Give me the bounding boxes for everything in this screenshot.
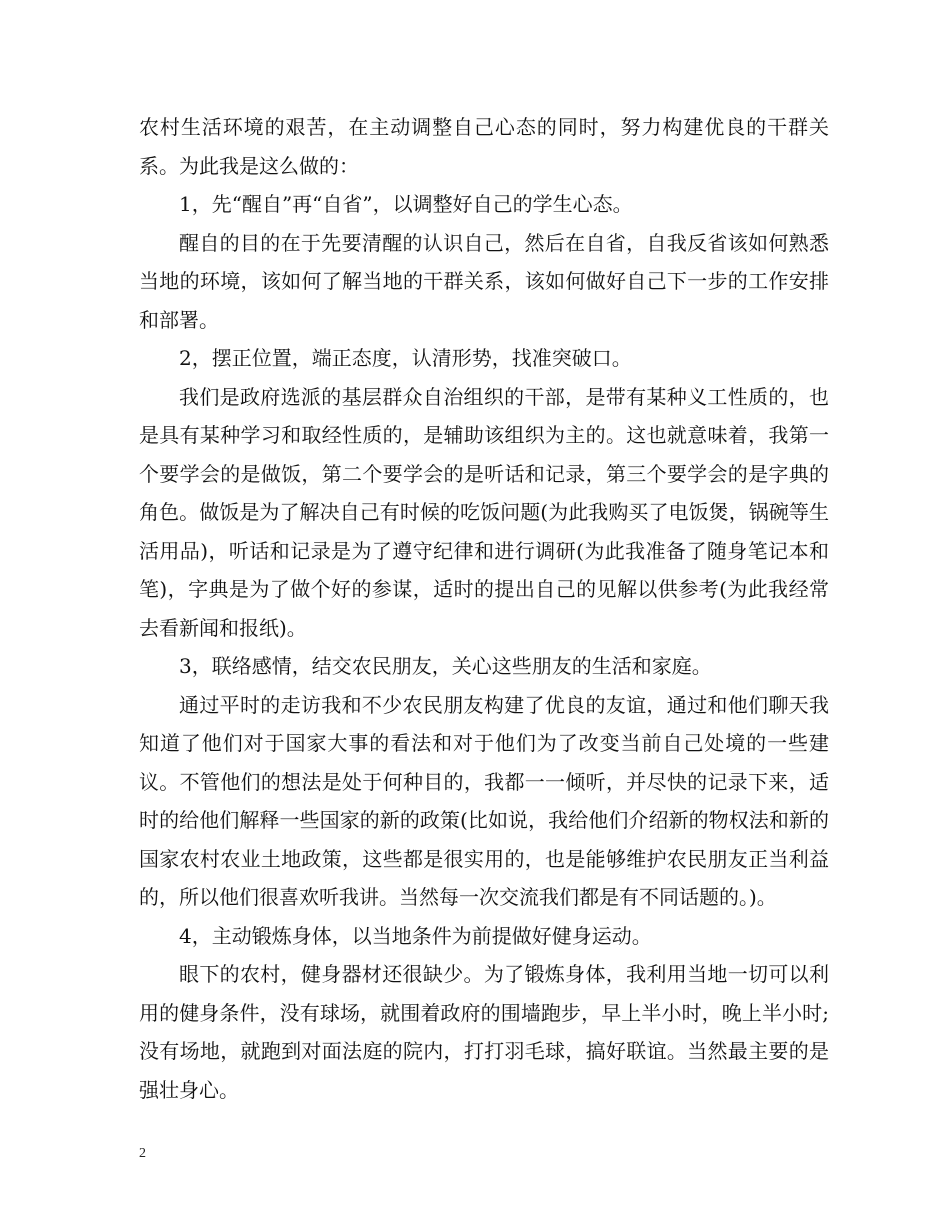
document-body xyxy=(139,108,829,1109)
heading-point-3: 3，联络感情，结交农民朋友，关心这些朋友的生活和家庭。 xyxy=(179,654,712,678)
paragraph-point-1: 醒自的目的在于先要清醒的认识自己，然后在自省，自我反省该如何熟悉当地的环境，该如何了解当地的干群关系，该如何做好自己下一步的工作安排和部署。 xyxy=(139,230,829,332)
heading-point-1: 1，先“醒自”再“自省”，以调整好自己的学生心态。 xyxy=(179,192,633,216)
paragraph-point-4: 眼下的农村，健身器材还很缺少。为了锻炼身体，我利用当地一切可以利用的健身条件，没有球场，就围着政府的围墙跑步，早上半小时，晚上半小时;没有场地，就跑到对面法庭的院内，打打羽毛球，搞好联谊。当然最主要的是强壮身心。 xyxy=(139,962,829,1102)
paragraph-point-3: 通过平时的走访我和不少农民朋友构建了优良的友谊，通过和他们聊天我知道了他们对于国家大事的看法和对于他们为了改变当前自己处境的一些建议。不管他们的想法是处于何种目的，我都一一倾听，并尽快的记录下来，适时的给他们解释一些国家的新的政策(比如说，我给他们介绍新的物权法和新的国家农村农业土地政策，这些都是很实用的，也是能够维护农民朋友正当利益的，所以他们很喜欢听我讲。当然每一次交流我们都是有不同话题的。)。 xyxy=(139,692,829,909)
page-number: 2 xyxy=(139,1146,146,1161)
paragraph-point-2: 我们是政府选派的基层群众自治组织的干部，是带有某种义工性质的，也是具有某种学习和取经性质的，是辅助该组织为主的。这也就意味着，我第一个要学会的是做饭，第二个要学会的是听话和记录，第三个要学会的是字典的角色。做饭是为了解决自己有时候的吃饭问题(为此我购买了电饭煲，锅碗等生活用品)，听话和记录是为了遵守纪律和进行调研(为此我准备了随身笔记本和笔)，字典是为了做个好的参谋，适时的提出自己的见解以供参考(为此我经常去看新闻和报纸)。 xyxy=(139,384,829,640)
heading-point-2: 2，摆正位置，端正态度，认清形势，找准突破口。 xyxy=(179,346,632,370)
heading-point-4: 4，主动锻炼身体，以当地条件为前提做好健身运动。 xyxy=(179,923,652,948)
paragraph-continued: 农村生活环境的艰苦，在主动调整自己心态的同时，努力构建优良的干群关系。为此我是这么做的： xyxy=(139,115,829,178)
